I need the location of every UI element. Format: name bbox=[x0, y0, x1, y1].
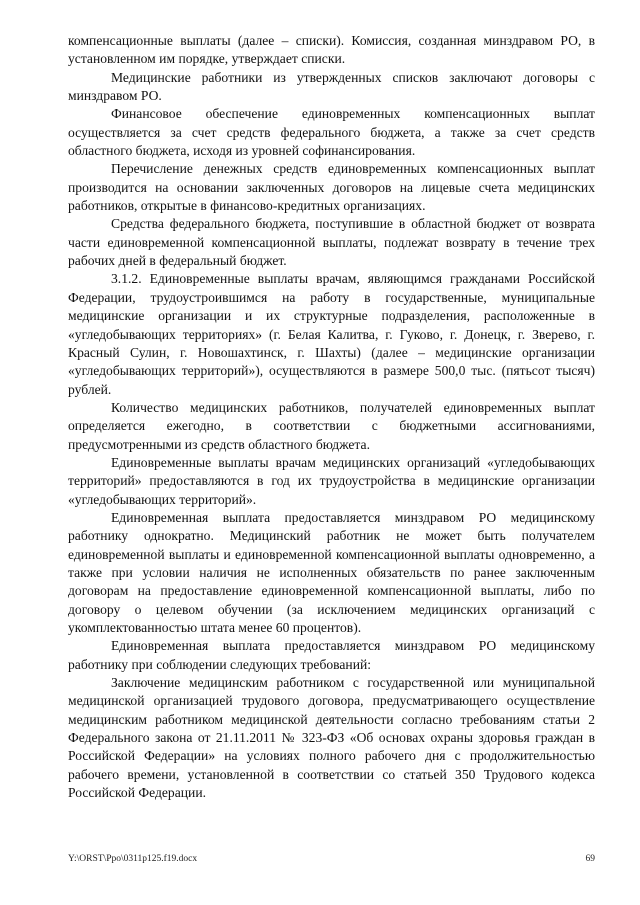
page-number: 69 bbox=[585, 854, 595, 864]
paragraph: компенсационные выплаты (далее – списки). Комиссия, созданная минздравом РО, в установленном им порядке, утверждает списки. bbox=[68, 33, 595, 67]
paragraph: Перечисление денежных средств единовременных компенсационных выплат производится на основании заключенных договоров на лицевые счета медицинских работников, открытые в финансово-кредитных организациях. bbox=[68, 161, 595, 214]
paragraph: Финансовое обеспечение единовременных компенсационных выплат осуществляется за счет средств федерального бюджета, а также за счет средств областного бюджета, исходя из уровней софинансирования. bbox=[68, 106, 595, 159]
document-body bbox=[68, 32, 595, 802]
paragraph: Количество медицинских работников, получателей единовременных выплат определяется ежегодно, в соответствии с бюджетными ассигнованиями, предусмотренными из средств областного бюджета. bbox=[68, 399, 595, 452]
paragraph: Средства федерального бюджета, поступившие в областной бюджет от возврата части единовременной компенсационной выплаты, подлежат возврату в течение трех рабочих дней в федеральный бюджет. bbox=[68, 216, 595, 269]
paragraph: Заключение медицинским работником с государственной или муниципальной медицинской организацией трудового договора, предусматривающего осуществление медицинским работником медицинской деятельности согласно требованиям статьи 2 Федерального закона от 21.11.2011 № 323-ФЗ «Об основах охраны здоровья граждан в Российской Федерации» на условиях полного рабочего дня с продолжительностью рабочего времени, установленной в соответствии со статьей 350 Трудового кодекса Российской Федерации. bbox=[68, 675, 595, 801]
paragraph: 3.1.2. Единовременные выплаты врачам, являющимся гражданами Российской Федерации, трудоустроившимся на работу в государственные, муниципальные медицинские организации и их структурные подразделения, расположенные в «угледобывающих территориях» (г. Белая Калитва, г. Гуково, г. Донецк, г. Зверево, г. Красный Сулин, г. Новошахтинск, г. Шахты) (далее – медицинские организации «угледобывающих территорий»), осуществляются в размере 500,0 тыс. (пятьсот тысяч) рублей. bbox=[68, 271, 595, 397]
paragraph: Единовременная выплата предоставляется минздравом РО медицинскому работнику при соблюдении следующих требований: bbox=[68, 638, 595, 672]
paragraph: Единовременная выплата предоставляется минздравом РО медицинскому работнику однократно. Медицинский работник не может быть получателем единовременной выплаты и единовременной компенсационной выплаты одновременно, а также при условии наличия не исполненных обязательств по ранее заключенным договорам на предоставление единовременной компенсационной выплаты, либо по договору о целевом обучении (за исключением медицинских организаций с укомплектованностью штата менее 60 процентов). bbox=[68, 509, 595, 635]
paragraph: Медицинские работники из утвержденных списков заключают договоры с минздравом РО. bbox=[68, 69, 595, 104]
paragraph: Единовременные выплаты врачам медицинских организаций «угледобывающих территорий» предоставляются в год их трудоустройства в медицинские организации «угледобывающих территорий». bbox=[68, 454, 595, 507]
footer-file-path: Y:\ORST\Ppo\0311p125.f19.docx bbox=[68, 854, 198, 864]
